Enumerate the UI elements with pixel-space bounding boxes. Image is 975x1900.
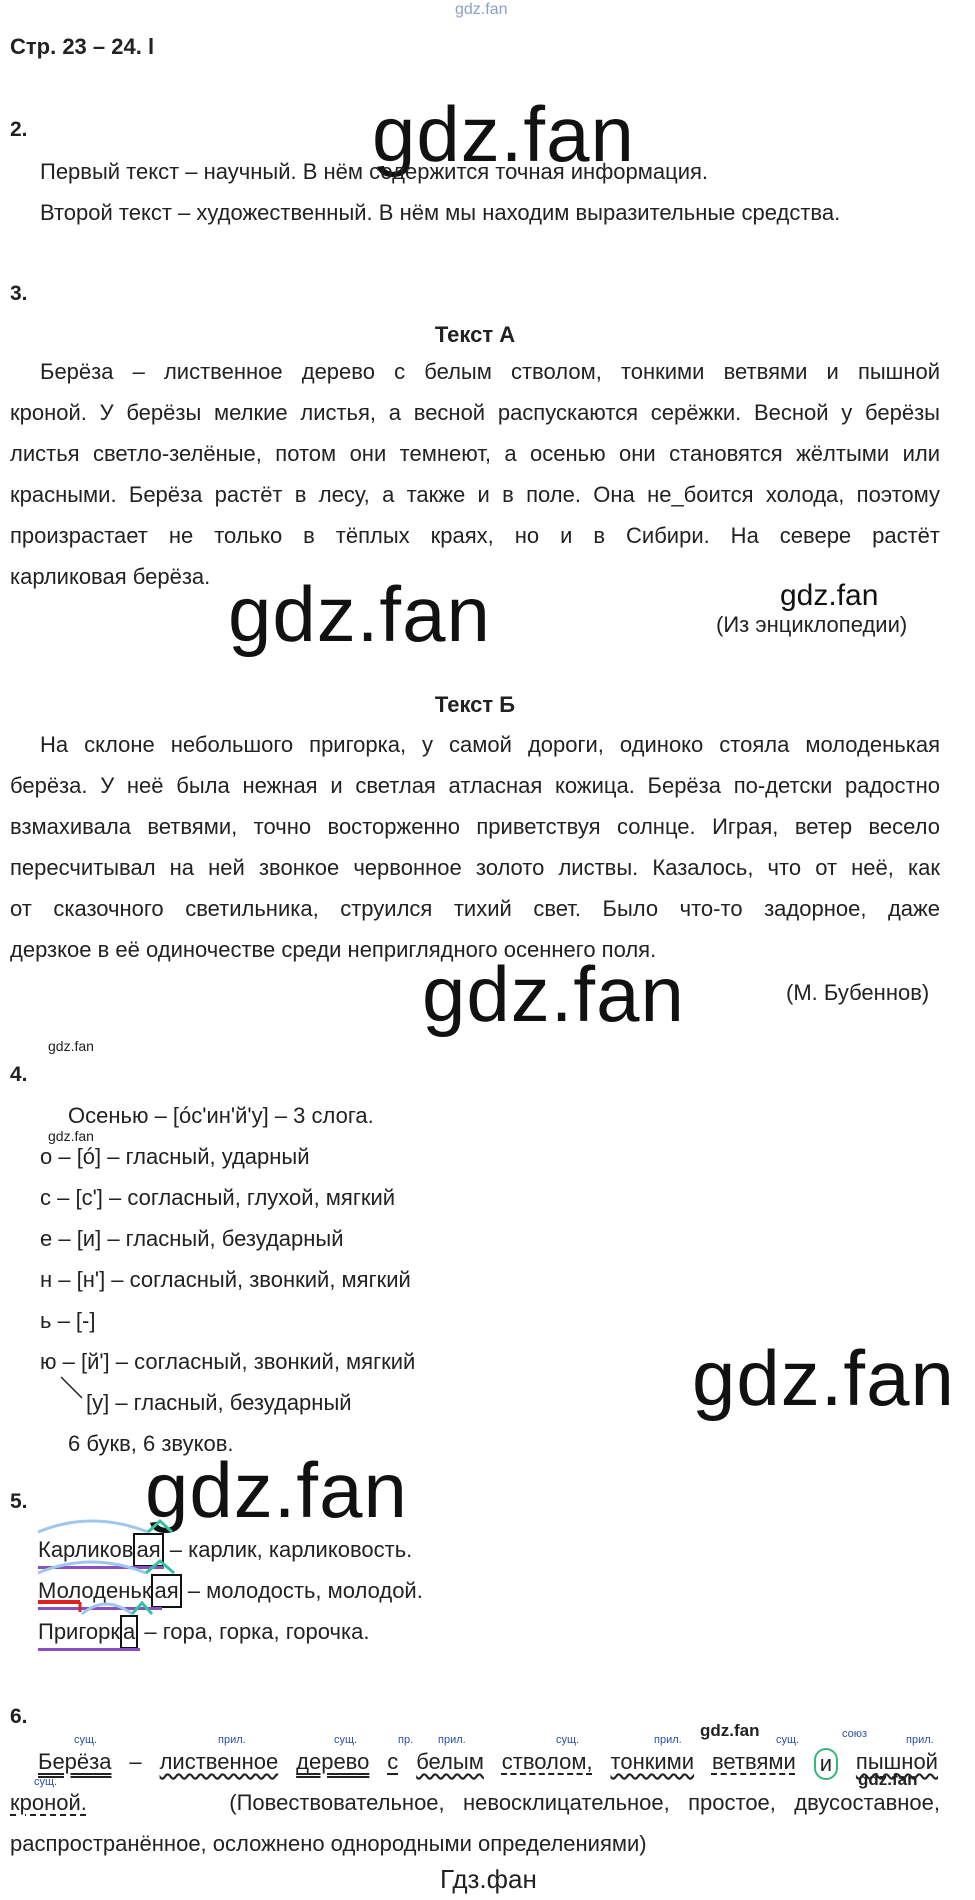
watermark-small: gdz.fan xyxy=(48,1038,94,1054)
pos-tag: прил. xyxy=(654,1734,682,1746)
watermark: gdz.fan xyxy=(372,90,635,178)
task-number: 5. xyxy=(10,1490,28,1513)
text-a-title: Текст А xyxy=(434,322,516,347)
watermark: gdz.fan xyxy=(422,950,685,1038)
text-line: красными. Берёза растёт в лесу, а также и в поле. Она не_боится холода, поэтому xyxy=(10,482,940,507)
base-underline xyxy=(38,1648,140,1651)
object-word: кроной. xyxy=(10,1790,87,1815)
attribute-word: белым xyxy=(416,1749,484,1774)
watermark-small: gdz.fan xyxy=(700,1721,760,1740)
answer-line: Второй текст – художественный. В нём мы находим выразительные средства. xyxy=(40,200,841,225)
answer-line: Первый текст – научный. В нём содержится точная информация. xyxy=(40,159,709,184)
dash: – xyxy=(129,1749,142,1774)
pos-tag: пр. xyxy=(398,1734,414,1746)
footer-watermark: Гдз.фан xyxy=(440,1864,537,1894)
word-ending: ая xyxy=(133,1533,163,1567)
phonetic-row: н – [н'] – согласный, звонкий, мягкий xyxy=(40,1267,411,1292)
watermark: gdz.fan xyxy=(228,570,491,658)
sentence-parse-line xyxy=(10,1789,940,1817)
task-number: 4. xyxy=(10,1063,28,1086)
conjunction-word: и xyxy=(814,1748,838,1780)
task-number: 2. xyxy=(10,118,28,141)
watermark: gdz.fan xyxy=(145,1446,408,1534)
phonetic-row: с – [с'] – согласный, глухой, мягкий xyxy=(40,1185,396,1210)
phonetic-row: е – [и] – гласный, безударный xyxy=(40,1226,344,1251)
text-line: Берёза – лиственное дерево с белым стволом, тонкими ветвями и пышной xyxy=(40,359,940,384)
word-stem: Карликов xyxy=(38,1537,134,1562)
page-reference: Стр. 23 – 24. l xyxy=(10,34,155,59)
word-stem: Молоденьк xyxy=(38,1578,152,1603)
object-word: ветвями xyxy=(711,1749,796,1774)
attribute-word: пышной xyxy=(855,1749,938,1774)
attribute-word: тонкими xyxy=(610,1749,695,1774)
branch-line xyxy=(58,1374,88,1404)
pos-tag: сущ. xyxy=(34,1776,58,1788)
phonetic-word: Осенью – [óс'ин'й'у] – 3 слога. xyxy=(68,1103,374,1128)
watermark-small: gdz.fan xyxy=(858,1770,918,1789)
phonetic-row: ь – [-] xyxy=(40,1308,96,1333)
word-stem: Пригорк xyxy=(38,1619,120,1644)
sentence-parse-line xyxy=(38,1748,938,1780)
pos-tag: прил. xyxy=(906,1734,934,1746)
phonetic-summary: 6 букв, 6 звуков. xyxy=(68,1431,234,1456)
phonetic-row: ю – [й'] – согласный, звонкий, мягкий xyxy=(40,1349,416,1374)
related-words: – молодость, молодой. xyxy=(181,1578,423,1603)
text-line: берёза. У неё была нежная и светлая атласная кожица. Берёза по-детски радостно xyxy=(10,773,940,798)
text-b-title: Текст Б xyxy=(434,692,516,717)
pos-tag: сущ. xyxy=(776,1734,800,1746)
source-caption: (М. Бубеннов) xyxy=(786,980,930,1005)
text-line: На склоне небольшого пригорка, у самой дороги, одиноко стояла молоденькая xyxy=(40,732,940,757)
text-line: кроной. У берёзы мелкие листья, а весной распускаются серёжки. Весной у берёзы xyxy=(10,400,940,425)
text-line: листья светло-зелёные, потом они темнеют, а осенью они становятся жёлтыми или xyxy=(10,441,940,466)
text-line: дерзкое в её одиночестве среди неприглядного осеннего поля. xyxy=(10,937,657,962)
watermark-small: gdz.fan xyxy=(48,1128,94,1144)
object-word: стволом, xyxy=(501,1749,593,1774)
word-ending: ая xyxy=(151,1574,181,1608)
text-a-body xyxy=(10,358,940,591)
word-ending: а xyxy=(120,1615,138,1649)
watermark: gdz.fan xyxy=(692,1334,955,1422)
phonetic-row: [у] – гласный, безударный xyxy=(86,1390,352,1415)
watermark: gdz.fan xyxy=(780,579,879,612)
preposition-word: с xyxy=(387,1749,399,1774)
pos-tag: прил. xyxy=(218,1734,246,1746)
predicate-word: дерево xyxy=(296,1749,370,1774)
text-line: карликовая берёза. xyxy=(10,564,211,589)
phonetic-row: о – [ó] – гласный, ударный xyxy=(40,1144,310,1169)
text-line: произрастает не только в тёплых краях, но и в Сибири. На севере растёт xyxy=(10,523,940,548)
text-line: от сказочного светильника, струился тихий свет. Было что-то задорное, даже xyxy=(10,896,940,921)
source-caption: (Из энциклопедии) xyxy=(716,612,908,637)
attribute-word: лиственное xyxy=(159,1749,279,1774)
word-parse-row xyxy=(38,1615,369,1649)
pos-tag: сущ. xyxy=(334,1734,358,1746)
sentence-characteristics: (Повествовательное, невосклицательное, простое, двусоставное, xyxy=(229,1790,940,1815)
related-words: – гора, горка, горочка. xyxy=(138,1619,370,1644)
task-number: 3. xyxy=(10,282,28,305)
related-words: – карлик, карликовость. xyxy=(163,1537,413,1562)
task-number: 6. xyxy=(10,1705,28,1728)
text-line: пересчитывал на ней звонкое червонное золото листвы. Казалось, что от неё, как xyxy=(10,855,940,880)
top-watermark: gdz.fan xyxy=(455,1,508,18)
pos-tag: союз xyxy=(842,1728,868,1740)
pos-tag: прил. xyxy=(438,1734,466,1746)
pos-tag: сущ. xyxy=(74,1734,98,1746)
pos-tag: сущ. xyxy=(556,1734,580,1746)
sentence-characteristics: распространённое, осложнено однородными определениями) xyxy=(10,1831,647,1856)
subject-word: Берёза xyxy=(38,1749,112,1774)
text-line: взмахивала ветвями, точно восторженно приветствуя солнце. Играя, ветер весело xyxy=(10,814,940,839)
text-b-body xyxy=(10,731,940,964)
